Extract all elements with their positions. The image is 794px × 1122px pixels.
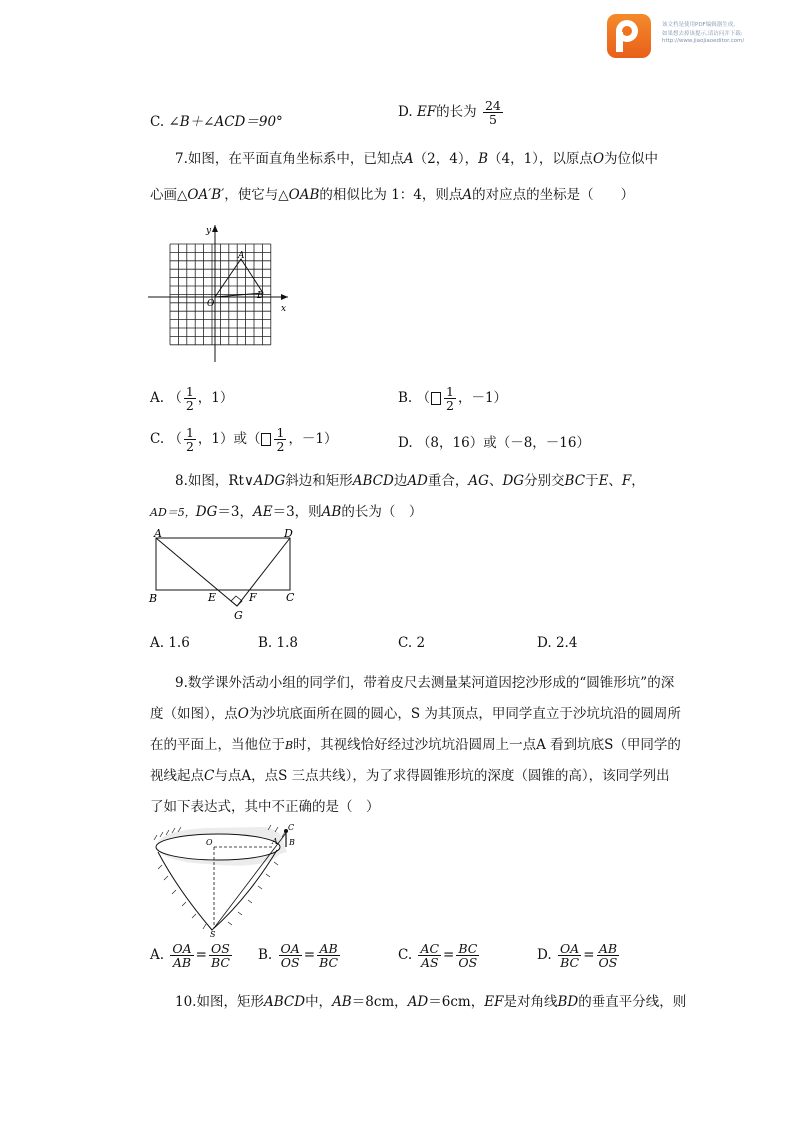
fraction: $\frac{AB}{OS}$ [598, 941, 618, 971]
q7-coordinate-grid-figure [148, 222, 298, 362]
header-note-line: http://www.jiaojiaoeditor.com/ [662, 38, 745, 44]
q9-option-c: C. $\frac{AC}{AS}$ = $\frac{BC}{OS}$ [398, 941, 478, 971]
q7-option-b: B. （ $\frac{1}{2}$ ，－1） [398, 384, 508, 414]
fig-label-b: B [289, 838, 295, 847]
fig-label-s: S [210, 930, 216, 938]
fig-label-d: D [284, 527, 293, 540]
q9-line4: 视线起点C与点A，点S 三点共线），为了求得圆锥形坑的深度（圆锥的高），该同学列出 [150, 768, 670, 784]
missing-glyph-box [431, 392, 441, 405]
q8-option-d: D. 2.4 [537, 635, 578, 651]
q10-line1: 10.如图，矩形ABCD中，AB＝8cm，AD＝6cm，EF是对角线BD的垂直平分线，则 [175, 994, 687, 1010]
q9-line3: 在的平面上，当他位于B时，其视线恰好经过沙坑坑沿圆周上一点A 看到坑底S（甲同学的 [150, 737, 681, 753]
fig-label-a: A [238, 251, 245, 261]
q6-option-d: D. EF的长为 $\frac{24}{5}$ [398, 98, 501, 128]
q8-line2: AD＝5，DG＝3，AE＝3，则AB的长为（ ） [150, 504, 423, 520]
q9-cone-pit-figure [148, 820, 308, 938]
fraction: $\frac{AB}{BC}$ [319, 941, 339, 971]
fig-label-g: G [234, 609, 243, 622]
fraction: $\frac{1}{2}$ [185, 384, 194, 414]
fraction: $\frac{OA}{OS}$ [280, 941, 300, 971]
fig-label-c: C [288, 823, 295, 832]
fig-label-o: O [207, 299, 215, 309]
q9-line2: 度（如图），点O为沙坑底面所在圆的圆心，S 为其顶点，甲同学直立于沙坑坑沿的圆周所 [150, 706, 681, 722]
q8-option-a: A. 1.6 [150, 635, 190, 651]
fig-label-o: O [206, 838, 213, 847]
fraction: $\frac{OA}{BC}$ [559, 941, 580, 971]
fraction: $\frac{AC}{AS}$ [420, 941, 440, 971]
q8-rectangle-figure [145, 527, 305, 622]
q9-line1: 9.数学课外活动小组的同学们，带着皮尺去测量某河道因挖沙形成的“圆锥形坑”的深 [175, 675, 675, 691]
fig-label-a: A [272, 837, 278, 846]
fig-label-y: y [206, 226, 212, 236]
q8-line1: 8.如图，Rt∨ADG斜边和矩形ABCD边AD重合，AG、DG分别交BC于E、F， [175, 473, 645, 489]
fraction: $\frac{OA}{AB}$ [172, 941, 192, 971]
q8-option-b: B. 1.8 [258, 635, 298, 651]
fig-label-f: F [249, 591, 257, 604]
fig-label-x: x [281, 304, 287, 314]
header-note-line: 如果想去掉该提示,请访问并下载: [662, 31, 743, 37]
q6-option-c: C. ∠B＋∠ACD＝90° [150, 114, 283, 130]
q8-option-c: C. 2 [398, 635, 426, 651]
fig-label-b: B [257, 291, 264, 301]
fraction: $\frac{BC}{OS}$ [458, 941, 478, 971]
fig-label-a: A [154, 527, 162, 540]
fraction: $\frac{1}{2}$ [276, 425, 285, 455]
q7-option-d: D. （8，16）或（－8，－16） [398, 435, 590, 451]
header-note-line: 该文档是使用PDF编辑器生成, [662, 22, 735, 28]
q9-option-b: B. $\frac{OA}{OS}$ = $\frac{AB}{BC}$ [258, 941, 339, 971]
fraction: $\frac{24}{5}$ [484, 98, 501, 128]
fig-label-c: C [286, 591, 295, 604]
q7-option-c: C. （ $\frac{1}{2}$ ，1）或（ $\frac{1}{2}$ ，－1） [150, 425, 338, 455]
fraction: $\frac{OS}{BC}$ [210, 941, 230, 971]
q9-line5: 了如下表达式，其中不正确的是（ ） [150, 799, 380, 815]
q7-line2: 心画△OA′B′，使它与△OAB的相似比为 1：4，则点A的对应点的坐标是（ ） [150, 187, 635, 203]
q7-option-a: A. （ $\frac{1}{2}$ ，1） [150, 384, 234, 414]
pdf-editor-logo [607, 14, 651, 58]
fraction: $\frac{1}{2}$ [446, 384, 454, 414]
q7-line1: 7.如图，在平面直角坐标系中，已知点A（2，4），B（4，1），以原点O为位似中 [175, 151, 659, 167]
missing-glyph-box [261, 433, 271, 446]
q9-option-d: D. $\frac{OA}{BC}$ = $\frac{AB}{OS}$ [537, 941, 618, 971]
q9-option-a: A. $\frac{OA}{AB}$ = $\frac{OS}{BC}$ [150, 941, 230, 971]
fig-label-e: E [208, 591, 217, 604]
fig-label-b: B [149, 592, 158, 605]
fraction: $\frac{1}{2}$ [185, 425, 194, 455]
